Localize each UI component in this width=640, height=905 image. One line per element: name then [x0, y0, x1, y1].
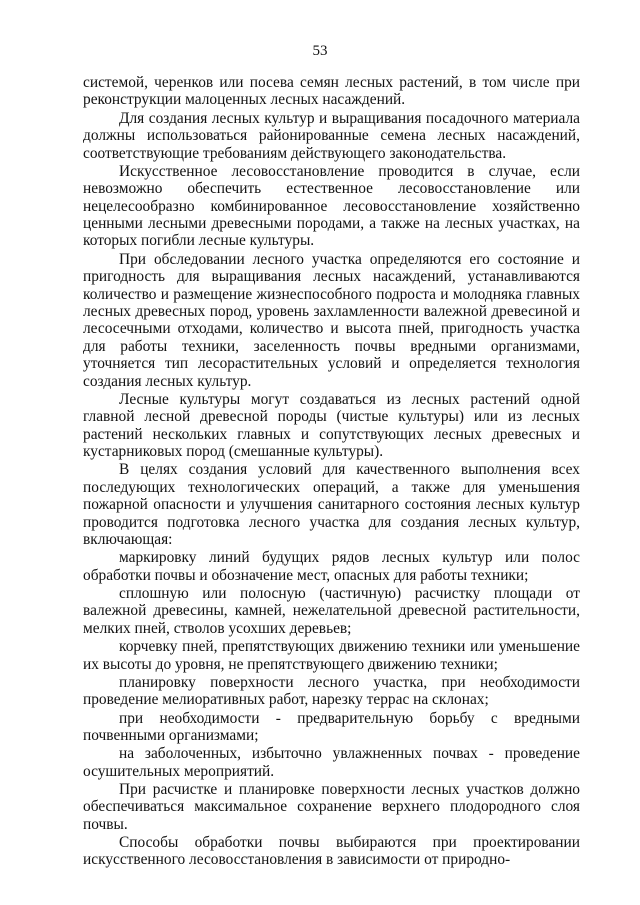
- list-item-3: корчевку пней, препятствующих движению техники или уменьшение их высоты до уровня, не препятствующего движению техники;: [83, 638, 580, 673]
- paragraph-3: Искусственное лесовосстановление проводится в случае, если невозможно обеспечить естественное лесовосстановление или нецелесообразно комбинированное лесовосстановление хозяйственно ценными лесными древесными породами, а также на лесных участках, на которых погибли лесные культуры.: [83, 162, 580, 250]
- list-item-5: при необходимости - предварительную борьбу с вредными почвенными организмами;: [83, 709, 580, 744]
- paragraph-4: При обследовании лесного участка определяются его состояние и пригодность для выращивания лесных насаждений, устанавливаются количество и размещение жизнеспособного подроста и молодняка главных лесных древесных пород, уровень захламленности валежной древесиной и лесосечными отходами, количество и высота пней, пригодность участка для работы техники, заселенность почвы вредными организмами, уточняется тип лесорастительных условий и определяется технология создания лесных культур.: [83, 250, 580, 390]
- paragraph-6: В целях создания условий для качественного выполнения всех последующих технологических операций, а также для уменьшения пожарной опасности и улучшения санитарного состояния лесных культур проводится подготовка лесного участка для создания лесных культур, включающая:: [83, 461, 580, 549]
- list-item-1: маркировку линий будущих рядов лесных культур или полос обработки почвы и обозначение мест, опасных для работы техники;: [83, 549, 580, 584]
- paragraph-1: системой, черенков или посева семян лесных растений, в том числе при реконструкции малоценных лесных насаждений.: [83, 74, 580, 109]
- list-item-6: на заболоченных, избыточно увлажненных почвах - проведение осушительных мероприятий.: [83, 745, 580, 780]
- paragraph-8: Способы обработки почвы выбираются при проектировании искусственного лесовосстановления в зависимости от природно-: [83, 834, 580, 869]
- list-item-4: планировку поверхности лесного участка, при необходимости проведение мелиоративных работ, нарезку террас на склонах;: [83, 673, 580, 709]
- list-item-2: сплошную или полосную (частичную) расчистку площади от валежной древесины, камней, нежелательной древесной растительности, мелких пней, стволов усохших деревьев;: [83, 585, 580, 637]
- paragraph-7: При расчистке и планировке поверхности лесных участков должно обеспечиваться максимальное сохранение верхнего плодородного слоя почвы.: [83, 780, 580, 833]
- paragraph-2: Для создания лесных культур и выращивания посадочного материала должны использоваться районированные семена лесных насаждений, соответствующие требованиям действующего законодательства.: [83, 109, 580, 162]
- document-body: [83, 74, 580, 870]
- paragraph-5: Лесные культуры могут создаваться из лесных растений одной главной лесной древесной породы (чистые культуры) или из лесных растений нескольких главных и сопутствующих лесных древесных и кустарниковых пород (смешанные культуры).: [83, 390, 580, 461]
- page-number: 53: [312, 43, 328, 59]
